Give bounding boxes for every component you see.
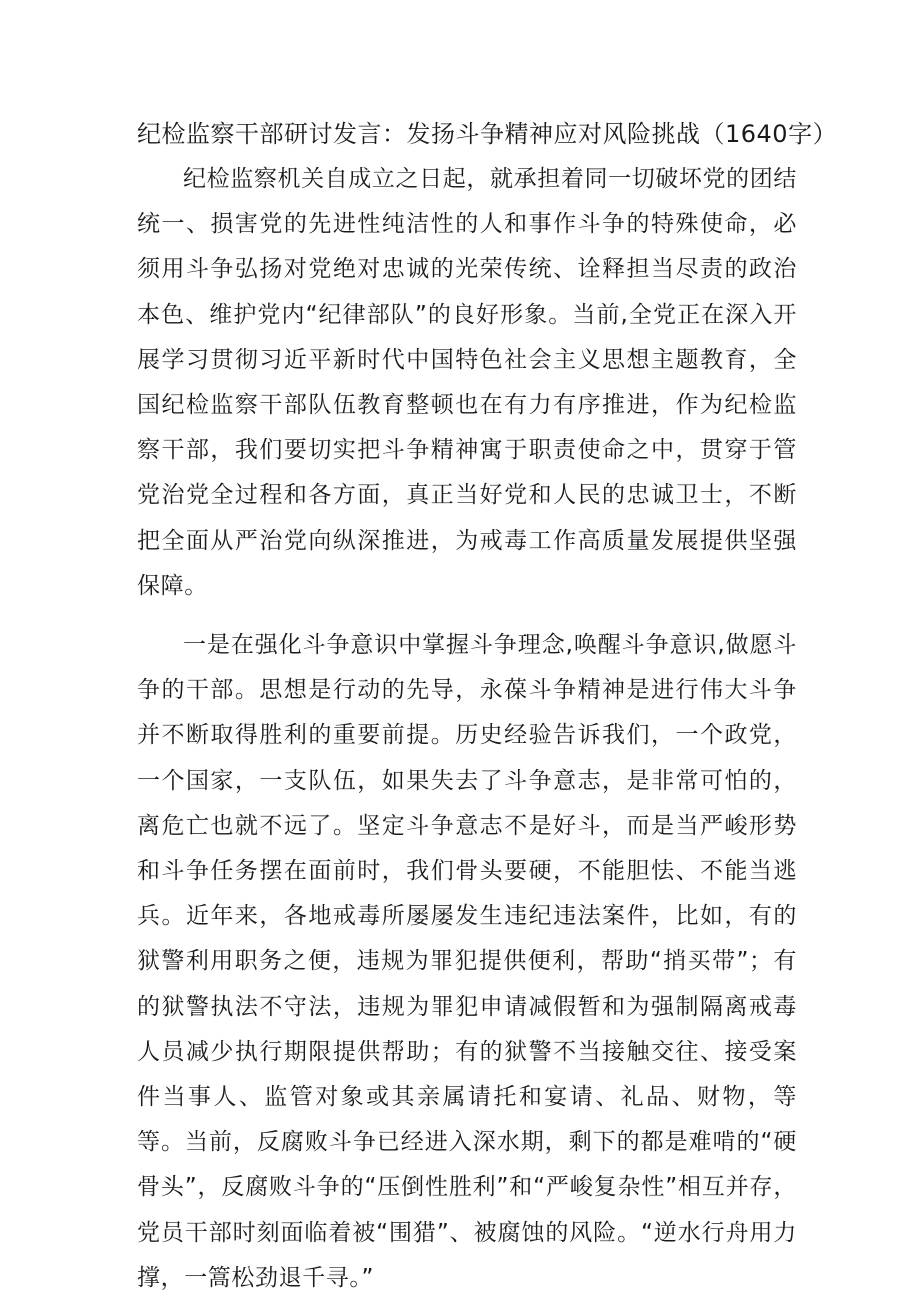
document-body: [137, 112, 838, 1301]
paragraph-point-one: 一是在强化斗争意识中掌握斗争理念,唤醒斗争意识,做愿斗争的干部。思想是行动的先导，永葆斗争精神是进行伟大斗争并不断取得胜利的重要前提。历史经验告诉我们，一个政党，一个国家，一支队伍，如果失去了斗争意志，是非常可怕的，离危亡也就不远了。坚定斗争意志不是好斗，而是当严峻形势和斗争任务摆在面前时，我们骨头要硬，不能胆怯、不能当逃兵。近年来，各地戒毒所屡屡发生违纪违法案件，比如，有的狱警利用职务之便，违规为罪犯提供便利，帮助“捎买带”；有的狱警执法不守法，违规为罪犯申请减假暂和为强制隔离戒毒人员减少执行期限提供帮助；有的狱警不当接触交往、接受案件当事人、监管对象或其亲属请托和宴请、礼品、财物，等等。当前，反腐败斗争已经进入深水期，剩下的都是难啃的“硬骨头”，反腐败斗争的“压倒性胜利”和“严峻复杂性”相互并存，党员干部时刻面临着被“围猎”、被腐蚀的风险。“逆水行舟用力撑，一篙松劲退千寻。”: [137, 632, 797, 1291]
document-title: 纪检监察干部研讨发言：发扬斗争精神应对风险挑战（1640字）: [137, 120, 838, 148]
paragraph-intro: 纪检监察机关自成立之日起，就承担着同一切破坏党的团结统一、损害党的先进性纯洁性的人和事作斗争的特殊使命，必须用斗争弘扬对党绝对忠诚的光荣传统、诠释担当尽责的政治本色、维护党内“纪律部队”的良好形象。当前,全党正在深入开展学习贯彻习近平新时代中国特色社会主义思想主题教育，全国纪检监察干部队伍教育整顿也在有力有序推进，作为纪检监察干部，我们要切实把斗争精神寓于职责使命之中，贯穿于管党治党全过程和各方面，真正当好党和人民的忠诚卫士，不断把全面从严治党向纵深推进，为戒毒工作高质量发展提供坚强保障。: [137, 166, 797, 599]
